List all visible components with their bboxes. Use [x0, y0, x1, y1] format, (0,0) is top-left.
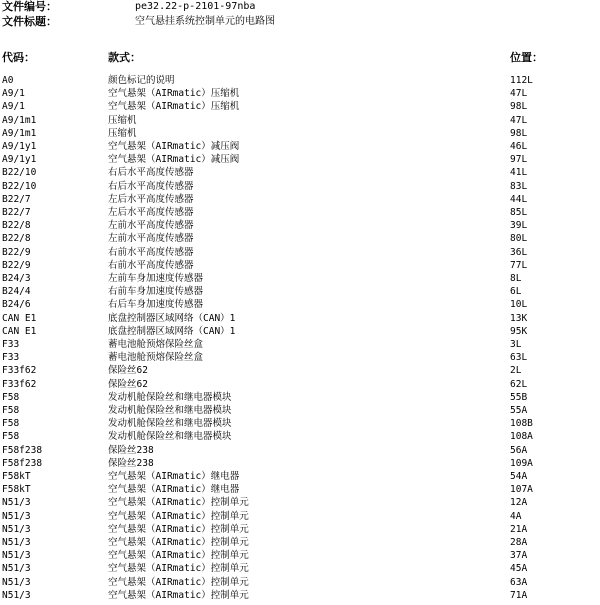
column-header-code: 代码： — [2, 51, 35, 64]
row-position: 39L — [510, 220, 528, 232]
row-position: 98L — [510, 127, 528, 139]
row-description: 右后水平高度传感器 — [108, 180, 194, 192]
row-code: F33 — [2, 352, 20, 364]
table-row — [0, 523, 600, 536]
row-position: 41L — [510, 167, 528, 179]
table-row — [0, 417, 600, 430]
table-row — [0, 193, 600, 206]
row-code: N51/3 — [2, 563, 31, 575]
row-code: F58 — [2, 391, 20, 403]
row-position: 107A — [510, 484, 533, 496]
row-code: F58f238 — [2, 444, 43, 456]
table-row — [0, 589, 600, 602]
row-description: 空气悬架（AIRmatic）控制单元 — [108, 537, 249, 548]
row-description: 左前水平高度传感器 — [108, 233, 194, 245]
table-row — [0, 312, 600, 325]
table-row — [0, 510, 600, 523]
row-description: 左后水平高度传感器 — [108, 207, 194, 218]
row-description: 保险丝238 — [108, 444, 154, 456]
row-code: F58kT — [2, 484, 31, 496]
row-position: 10L — [510, 299, 528, 311]
row-code: A9/1 — [2, 88, 25, 100]
row-code: B22/9 — [2, 259, 31, 271]
row-description: 颜色标记的说明 — [108, 75, 175, 86]
table-row — [0, 549, 600, 562]
row-position: 62L — [510, 378, 528, 390]
row-position: 55B — [510, 391, 528, 403]
row-description: 发动机舱保险丝和继电器模块 — [108, 418, 232, 430]
table-row — [0, 114, 600, 127]
row-description: 空气悬架（AIRmatic）减压阀 — [108, 141, 240, 152]
table-row — [0, 496, 600, 509]
row-position: 80L — [510, 233, 528, 245]
row-position: 63L — [510, 352, 528, 364]
row-position: 85L — [510, 207, 528, 218]
table-row — [0, 166, 600, 179]
row-position: 36L — [510, 246, 528, 258]
row-position: 8L — [510, 273, 522, 284]
table-row — [0, 74, 600, 87]
table-row — [0, 259, 600, 272]
row-code: F33f62 — [2, 378, 37, 390]
row-code: N51/3 — [2, 537, 31, 548]
row-code: B22/7 — [2, 193, 31, 205]
doc-number-value: pe32.22-p-2101-97nba — [135, 1, 256, 12]
row-position: 12A — [510, 497, 528, 509]
row-code: A9/1y1 — [2, 141, 37, 152]
row-description: 发动机舱保险丝和继电器模块 — [108, 405, 232, 416]
table-row — [0, 285, 600, 298]
doc-title-value: 空气悬挂系统控制单元的电路图 — [135, 16, 275, 27]
row-description: 右前水平高度传感器 — [108, 246, 194, 258]
table-row — [0, 470, 600, 483]
row-position: 47L — [510, 88, 528, 100]
table-row — [0, 576, 600, 589]
row-position: 13K — [510, 312, 528, 324]
table-row — [0, 364, 600, 377]
row-code: N51/3 — [2, 523, 31, 535]
row-position: 83L — [510, 180, 528, 192]
row-position: 21A — [510, 523, 528, 535]
table-row — [0, 219, 600, 232]
table-row — [0, 444, 600, 457]
row-code: B22/8 — [2, 233, 31, 245]
table-row — [0, 351, 600, 364]
row-position: 54A — [510, 471, 528, 482]
row-position: 37A — [510, 550, 528, 562]
row-position: 63A — [510, 576, 528, 588]
row-code: N51/3 — [2, 576, 31, 588]
row-code: B22/9 — [2, 246, 31, 258]
row-description: 发动机舱保险丝和继电器模块 — [108, 431, 232, 443]
row-description: 空气悬架（AIRmatic）控制单元 — [108, 576, 249, 588]
row-description: 右前水平高度传感器 — [108, 259, 194, 271]
row-position: 6L — [510, 286, 522, 298]
table-row — [0, 206, 600, 219]
row-code: F58kT — [2, 471, 31, 482]
row-code: B22/10 — [2, 167, 37, 179]
row-code: F33f62 — [2, 365, 37, 377]
row-position: 56A — [510, 444, 528, 456]
row-position: 108B — [510, 418, 533, 430]
row-description: 空气悬架（AIRmatic）减压阀 — [108, 154, 240, 166]
row-code: CAN E1 — [2, 312, 37, 324]
table-row — [0, 536, 600, 549]
row-position: 112L — [510, 75, 533, 86]
row-description: 保险丝62 — [108, 365, 148, 377]
row-code: N51/3 — [2, 550, 31, 562]
row-description: 空气悬架（AIRmatic）控制单元 — [108, 497, 249, 509]
table-row — [0, 325, 600, 338]
row-code: A9/1 — [2, 101, 25, 113]
row-description: 底盘控制器区域网络（CAN）1 — [108, 312, 236, 324]
table-row — [0, 232, 600, 245]
row-code: N51/3 — [2, 589, 31, 601]
row-code: CAN E1 — [2, 325, 37, 337]
row-code: F58 — [2, 418, 20, 430]
row-code: B24/3 — [2, 273, 31, 284]
row-code: F58 — [2, 431, 20, 443]
table-row — [0, 100, 600, 113]
row-code: B22/7 — [2, 207, 31, 218]
row-position: 45A — [510, 563, 528, 575]
row-code: A9/1y1 — [2, 154, 37, 166]
row-position: 77L — [510, 259, 528, 271]
row-description: 左前车身加速度传感器 — [108, 273, 204, 284]
row-description: 左后水平高度传感器 — [108, 193, 194, 205]
row-description: 空气悬架（AIRmatic）压缩机 — [108, 88, 240, 100]
row-code: F33 — [2, 339, 20, 350]
table-row — [0, 246, 600, 259]
row-code: B24/6 — [2, 299, 31, 311]
table-row — [0, 298, 600, 311]
row-description: 保险丝62 — [108, 378, 148, 390]
row-description: 底盘控制器区域网络（CAN）1 — [108, 325, 236, 337]
row-description: 保险丝238 — [108, 457, 154, 469]
row-position: 28A — [510, 537, 528, 548]
table-row — [0, 272, 600, 285]
table-row — [0, 140, 600, 153]
table-row — [0, 562, 600, 575]
row-position: 98L — [510, 101, 528, 113]
row-code: F58f238 — [2, 457, 43, 469]
row-position: 46L — [510, 141, 528, 152]
row-description: 压缩机 — [108, 127, 137, 139]
row-description: 空气悬架（AIRmatic）继电器 — [108, 471, 240, 482]
row-position: 3L — [510, 339, 522, 350]
table-row — [0, 457, 600, 470]
table-row — [0, 180, 600, 193]
column-header-position: 位置： — [510, 51, 543, 64]
row-description: 蓄电池舱预熔保险丝盒 — [108, 352, 204, 364]
row-description: 空气悬架（AIRmatic）控制单元 — [108, 589, 249, 601]
row-position: 108A — [510, 431, 533, 443]
row-code: N51/3 — [2, 510, 31, 522]
row-position: 109A — [510, 457, 533, 469]
table-row — [0, 430, 600, 443]
table-row — [0, 483, 600, 496]
row-code: A9/1m1 — [2, 127, 37, 139]
row-position: 71A — [510, 589, 528, 601]
table-row — [0, 127, 600, 140]
row-description: 右后水平高度传感器 — [108, 167, 194, 179]
row-code: A0 — [2, 75, 14, 86]
row-position: 95K — [510, 325, 528, 337]
table-row — [0, 404, 600, 417]
table-row — [0, 338, 600, 351]
row-position: 4A — [510, 510, 522, 522]
table-row — [0, 378, 600, 391]
row-description: 空气悬架（AIRmatic）控制单元 — [108, 550, 249, 562]
row-position: 47L — [510, 114, 528, 126]
row-code: N51/3 — [2, 497, 31, 509]
row-code: B22/8 — [2, 220, 31, 232]
row-position: 2L — [510, 365, 522, 377]
row-description: 蓄电池舱预熔保险丝盒 — [108, 339, 204, 350]
row-description: 发动机舱保险丝和继电器模块 — [108, 391, 232, 403]
doc-number-label: 文件编号： — [2, 0, 57, 13]
doc-title-label: 文件标题： — [2, 15, 57, 28]
row-description: 左前水平高度传感器 — [108, 220, 194, 232]
row-description: 右前车身加速度传感器 — [108, 286, 204, 298]
table-row — [0, 153, 600, 166]
row-description: 空气悬架（AIRmatic）控制单元 — [108, 523, 249, 535]
row-position: 55A — [510, 405, 528, 416]
row-description: 空气悬架（AIRmatic）继电器 — [108, 484, 240, 496]
row-position: 44L — [510, 193, 528, 205]
row-position: 97L — [510, 154, 528, 166]
row-description: 压缩机 — [108, 114, 137, 126]
row-description: 空气悬架（AIRmatic）控制单元 — [108, 510, 249, 522]
row-description: 右后车身加速度传感器 — [108, 299, 204, 311]
row-code: F58 — [2, 405, 20, 416]
row-code: B22/10 — [2, 180, 37, 192]
row-description: 空气悬架（AIRmatic）控制单元 — [108, 563, 249, 575]
row-description: 空气悬架（AIRmatic）压缩机 — [108, 101, 240, 113]
table-row — [0, 391, 600, 404]
row-code: A9/1m1 — [2, 114, 37, 126]
column-header-style: 款式： — [108, 51, 141, 64]
row-code: B24/4 — [2, 286, 31, 298]
table-row — [0, 87, 600, 100]
